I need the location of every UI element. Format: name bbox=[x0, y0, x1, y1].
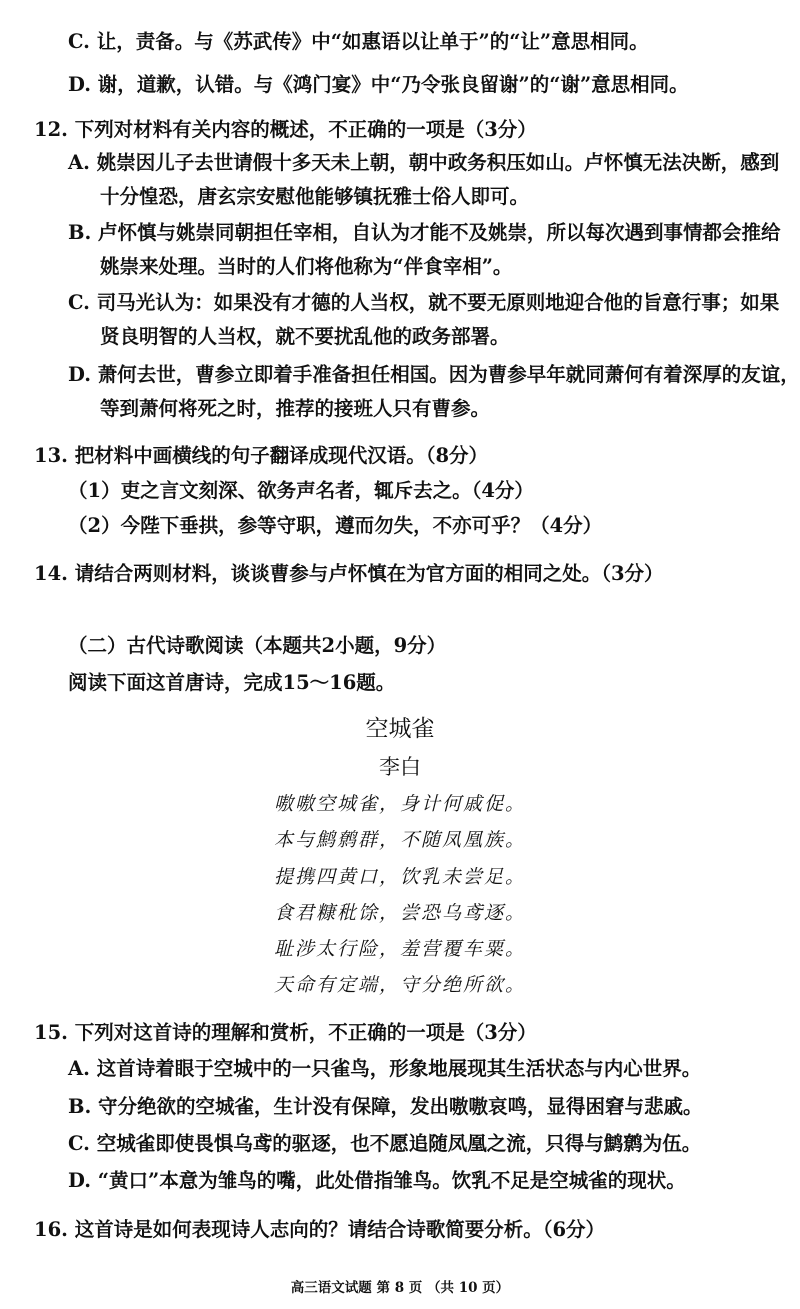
poem-line-6: 天命有定端，守分绝所欲。 bbox=[273, 974, 526, 996]
q12-option-a-line2: 十分惶恐，唐玄宗安慰他能够镇抚雅士俗人即可。 bbox=[100, 185, 530, 208]
q12-option-b-line2: 姚崇来处理。当时的人们将他称为“伴食宰相”。 bbox=[100, 255, 513, 278]
q11-option-d: D. 谢，道歉，认错。与《鸿门宴》中“乃令张良留谢”的“谢”意思相同。 bbox=[68, 73, 689, 96]
poem-line-3: 提携四黄口，饮乳未尝足。 bbox=[273, 866, 526, 888]
q12-option-a-line1: A. 姚崇因儿子去世请假十多天未上朝，朝中政务积压如山。卢怀慎无法决断，感到 bbox=[68, 151, 780, 174]
q15-option-d: D. “黄口”本意为雏鸟的嘴，此处借指雏鸟。饮乳不足是空城雀的现状。 bbox=[68, 1169, 686, 1192]
q15-stem: 15. 下列对这首诗的理解和赏析，不正确的一项是（3分） bbox=[34, 1021, 537, 1044]
q13-stem: 13. 把材料中画横线的句子翻译成现代汉语。（8分） bbox=[34, 444, 489, 467]
section2-intro: 阅读下面这首唐诗，完成15～16题。 bbox=[68, 671, 396, 694]
q16-stem: 16. 这首诗是如何表现诗人志向的？请结合诗歌简要分析。（6分） bbox=[34, 1218, 606, 1241]
poem-line-1: 嗷嗷空城雀，身计何戚促。 bbox=[273, 793, 526, 815]
q12-option-d-line2: 等到萧何将死之时，推荐的接班人只有曹参。 bbox=[100, 397, 491, 420]
q12-option-d-line1: D. 萧何去世，曹参立即着手准备担任相国。因为曹参早年就同萧何有着深厚的友谊， bbox=[68, 363, 800, 386]
q12-option-b-line1: B. 卢怀慎与姚崇同朝担任宰相，自认为才能不及姚崇，所以每次遇到事情都会推给 bbox=[68, 221, 781, 244]
q11-option-c: C. 让，责备。与《苏武传》中“如惠语以让单于”的“让”意思相同。 bbox=[68, 30, 649, 53]
poem-title: 空城雀 bbox=[365, 716, 435, 742]
q15-option-c: C. 空城雀即使畏惧乌鸢的驱逐，也不愿追随凤凰之流，只得与鹪鹩为伍。 bbox=[68, 1132, 702, 1155]
q15-option-b: B. 守分绝欲的空城雀，生计没有保障，发出嗷嗷哀鸣，显得困窘与悲戚。 bbox=[68, 1095, 703, 1118]
page-footer: 高三语文试题 第 8 页 （共 10 页） bbox=[290, 1280, 510, 1296]
q13-sentence-1: （1）吏之言文刻深、欲务声名者，辄斥去之。（4分） bbox=[68, 479, 534, 502]
section2-heading: （二）古代诗歌阅读（本题共2小题，9分） bbox=[68, 634, 447, 657]
q12-option-c-line2: 贤良明智的人当权，就不要扰乱他的政务部署。 bbox=[100, 325, 510, 348]
q14-stem: 14. 请结合两则材料，谈谈曹参与卢怀慎在为官方面的相同之处。（3分） bbox=[34, 562, 664, 585]
poem-line-2: 本与鹪鹩群，不随凤凰族。 bbox=[273, 829, 526, 851]
poem-author: 李白 bbox=[379, 755, 421, 779]
q13-sentence-2: （2）今陛下垂拱，参等守职，遵而勿失，不亦可乎？（4分） bbox=[68, 514, 603, 537]
q12-option-c-line1: C. 司马光认为：如果没有才德的人当权，就不要无原则地迎合他的旨意行事；如果 bbox=[68, 291, 780, 314]
q15-option-a: A. 这首诗着眼于空城中的一只雀鸟，形象地展现其生活状态与内心世界。 bbox=[68, 1057, 702, 1080]
poem-line-5: 耻涉太行险，羞营覆车粟。 bbox=[273, 938, 526, 960]
poem-line-4: 食君糠秕馀，尝恐乌鸢逐。 bbox=[273, 902, 526, 924]
q12-stem: 12. 下列对材料有关内容的概述，不正确的一项是（3分） bbox=[34, 118, 537, 141]
